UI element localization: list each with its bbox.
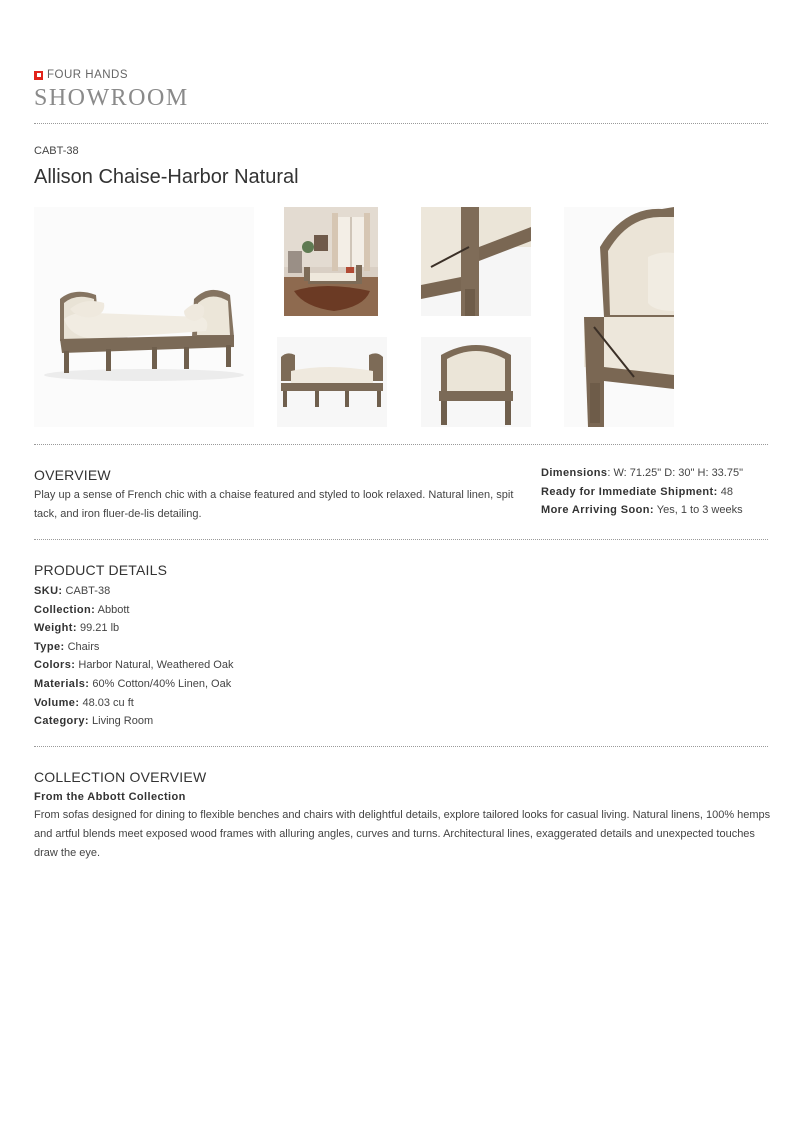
photo-chaise-side-view[interactable] [421, 337, 531, 427]
collection-overview-section [34, 769, 774, 863]
chaise-front-angle-image [34, 207, 254, 427]
detail-label: Category: [34, 715, 89, 728]
divider [34, 746, 768, 747]
divider [34, 539, 768, 540]
product-details-section [34, 562, 534, 731]
detail-row-colors [34, 656, 534, 675]
overview-section [34, 467, 514, 524]
brand-logo-icon [34, 71, 43, 80]
brand-header [34, 68, 768, 112]
detail-row-materials [34, 675, 534, 694]
detail-row-volume [34, 694, 534, 713]
divider [34, 123, 768, 124]
spec-label: Ready for Immediate Shipment: [541, 485, 718, 498]
detail-value: CABT-38 [62, 585, 111, 597]
detail-label: SKU: [34, 585, 63, 597]
product-details-heading: PRODUCT DETAILS [34, 562, 168, 578]
chaise-in-room-image [284, 207, 378, 316]
detail-row-collection [34, 601, 534, 620]
photo-chaise-arm-detail[interactable] [421, 207, 531, 316]
collection-text: From sofas designed for dining to flexible benches and chairs with delightful details, explore tailored looks for casual living. Natural linens, 100% hemps and artful blends meet exposed wood frames with alluring angles, curves and turns. Architectural lines, exaggerated details and unexpected touches draw the eye. [34, 809, 771, 859]
detail-label: Type: [34, 640, 65, 653]
detail-label: Collection: [34, 603, 96, 616]
detail-row-sku [34, 582, 534, 601]
product-sku: CABT-38 [34, 145, 79, 157]
photo-chaise-in-room[interactable] [284, 207, 378, 316]
chaise-front-image [277, 337, 387, 427]
spec-value: 48 [717, 485, 733, 498]
detail-value: Harbor Natural, Weathered Oak [75, 659, 234, 672]
detail-row-type [34, 638, 534, 657]
detail-label: Materials: [34, 677, 90, 690]
detail-value: Abbott [95, 603, 130, 616]
photo-chaise-arm-closeup[interactable] [564, 207, 674, 427]
divider [34, 444, 768, 445]
spec-label: More Arriving Soon: [541, 504, 654, 516]
chaise-arm-detail-image [421, 207, 531, 316]
detail-label: Volume: [34, 696, 80, 709]
brand-row [34, 68, 768, 82]
detail-value: Living Room [88, 715, 154, 728]
detail-row-weight [34, 619, 534, 638]
product-title: Allison Chaise-Harbor Natural [34, 166, 299, 188]
collection-overview-heading: COLLECTION OVERVIEW [34, 769, 207, 785]
detail-label: Colors: [34, 659, 76, 672]
overview-heading: OVERVIEW [34, 467, 111, 483]
detail-value: 48.03 cu ft [79, 696, 134, 709]
spec-label: Dimensions [541, 467, 608, 479]
detail-value: 60% Cotton/40% Linen, Oak [89, 677, 232, 690]
detail-value: 99.21 lb [76, 622, 120, 635]
brand-name: FOUR HANDS [47, 69, 129, 81]
chaise-side-view-image [421, 337, 531, 427]
detail-row-category [34, 712, 534, 731]
collection-subheading: From the Abbott Collection [34, 791, 186, 803]
spec-dimensions [541, 464, 771, 483]
overview-text: Play up a sense of French chic with a chaise featured and styled to look relaxed. Natural linen, spit tack, and iron fluer-de-lis detailing. [34, 489, 514, 520]
spec-arriving [541, 501, 771, 520]
showroom-title: SHOWROOM [34, 85, 189, 111]
detail-label: Weight: [34, 622, 77, 635]
photo-chaise-front-angle[interactable] [34, 207, 254, 427]
product-gallery [34, 207, 734, 427]
details-list [34, 582, 534, 731]
spec-value: : W: 71.25" D: 30" H: 33.75" [607, 467, 743, 479]
spec-ready [541, 483, 771, 502]
photo-chaise-front[interactable] [277, 337, 387, 427]
spec-value: Yes, 1 to 3 weeks [653, 504, 743, 516]
detail-value: Chairs [64, 640, 100, 653]
chaise-arm-closeup-image [564, 207, 674, 427]
shipping-specs [541, 464, 771, 520]
